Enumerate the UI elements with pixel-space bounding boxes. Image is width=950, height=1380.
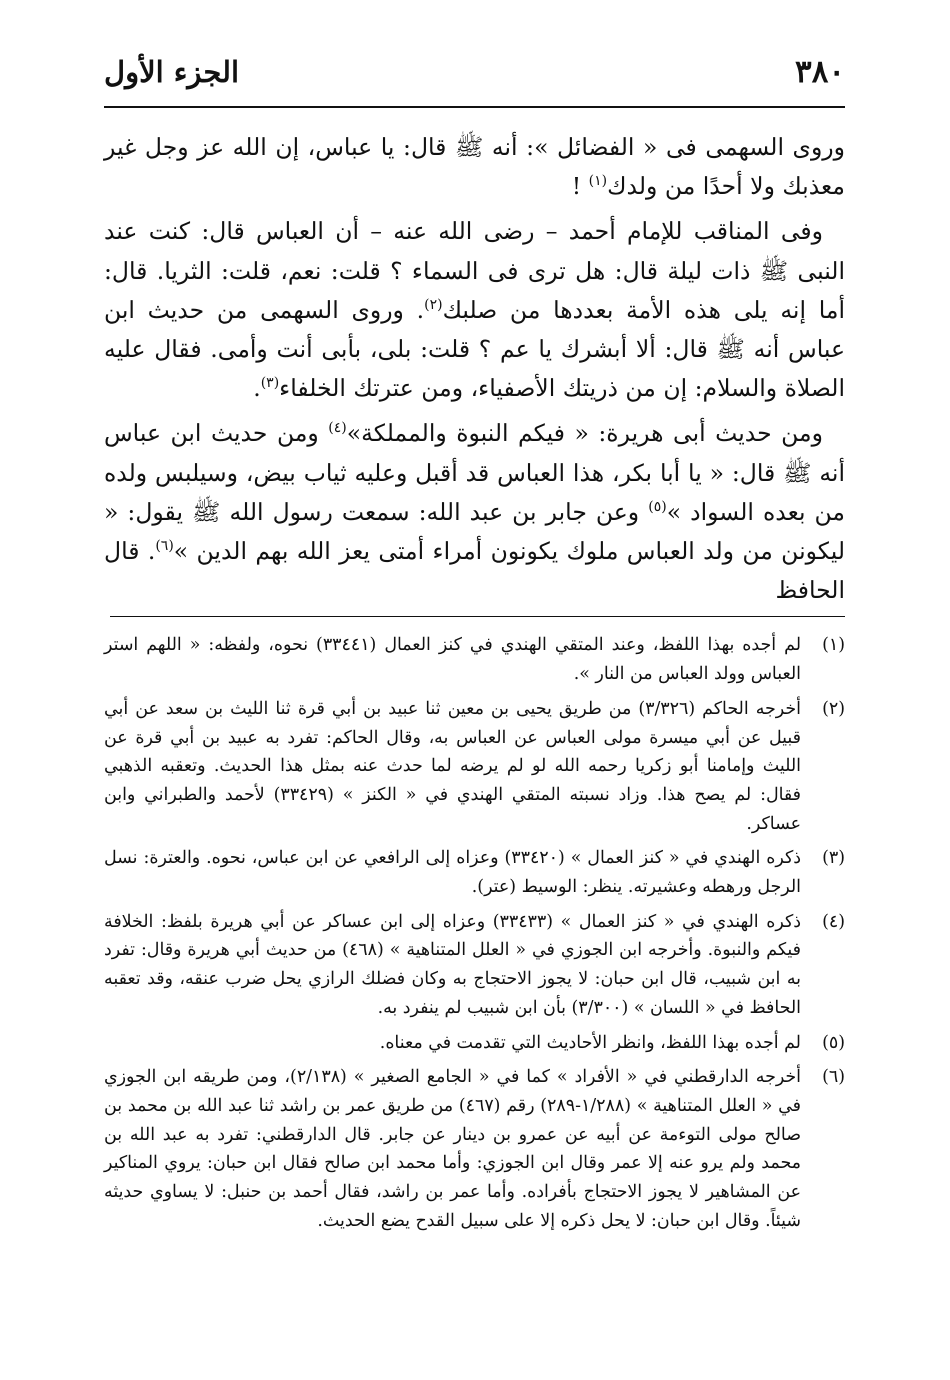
paragraph-1 <box>104 128 845 206</box>
footnote-text: أخرجه الحاكم (٣/٣٢٦) من طريق يحيى بن معين ثنا عبيد بن أبي قرة ثنا الليث بن سعد عن أبي قبيل عن أبي ميسرة مولى العباس عن العباس به، وقال الحاكم: تفرد به عبيد بن أبي قرة عن الليث وإمامنا أبو زكريا رحمه الله لو لم يرضه لما حدث عنه بمثل هذا الحديث. وتعقبه الذهبي فقال: لم يصح هذا. وزاد نسبته المتقي الهندي في « الكنز » (٣٣٤٢٩) لأحمد والطبراني وابن عساكر. <box>104 698 801 834</box>
page-number: ٣٨٠ <box>795 54 845 90</box>
footnote-divider <box>110 616 845 617</box>
footnote-3 <box>104 844 845 901</box>
footnote-number: (٣) <box>822 848 845 869</box>
footnote-ref-5: (٥) <box>648 499 667 515</box>
footnote-6 <box>104 1063 845 1235</box>
footnote-ref-2: (٢) <box>424 296 443 313</box>
paragraph-text: وروى السهمى فى « الفضائل »: أنه ﷺ قال: يا عباس، إن الله عز وجل غير معذبك ولا أحدًا من ولدك <box>104 133 845 201</box>
footnote-5 <box>104 1029 845 1058</box>
footnote-number: (٢) <box>822 698 845 719</box>
paragraph-text: وفى المناقب للإمام أحمد – رضى الله عنه – أن العباس قال: كنت عند النبى ﷺ ذات ليلة قال: هل ترى فى السماء ؟ قلت: نعم، قلت: الثريا. قال: أما إنه يلى هذه الأمة بعددها من صلبك <box>104 217 845 324</box>
footnote-text: لم أجده بهذا اللفظ، وانظر الأحاديث التي تقدمت في معناه. <box>379 1032 801 1053</box>
footnote-number: (٦) <box>822 1067 845 1088</box>
footnote-ref-1: (١) <box>588 173 608 190</box>
paragraph-text: ومن حديث أبى هريرة: « فيكم النبوة والمملكة» <box>346 419 823 448</box>
footnote-text: أخرجه الدارقطني في « الأفراد » كما في « الجامع الصغير » (٢/١٣٨)، ومن طريقه ابن الجوزي في « العلل المتناهية » (١/٢٨٨-٢٨٩) رقم (٤٦٧) من طريق عمر بن راشد ثنا عبد الله بن محمد بن صالح مولى التوءمة عن أبيه عن عمرو بن دينار عن جابر. قال الدارقطني: تفرد به عبد الله بن محمد ولم يرو عنه إلا عمر وقال ابن الجوزي: وأما محمد ابن صالح فقال ابن حبان: يروي المناكير عن المشاهير لا يجوز الاحتجاج بأفراده. وأما عمر بن راشد، فقال أحمد بن حنبل: لا يساوي حديثه شيئاً. وقال ابن حبان: لا يحل ذكره إلا على سبيل القدح يضع الحديث. <box>104 1067 801 1231</box>
footnote-ref-4: (٤) <box>328 420 347 437</box>
footnote-text: لم أجده بهذا اللفظ، وعند المتقي الهندي في كنز العمال (٣٣٤٤١) نحوه، ولفظه: « اللهم استر العباس وولد العباس من النار ». <box>104 635 801 685</box>
footnote-text: ذكره الهندي في « كنز العمال » (٣٣٤٢٠) وعزاه إلى الرافعي عن ابن عباس، نحوه. والعترة: نسل الرجل ورهطه وعشيرته. ينظر: الوسيط (عتر). <box>104 848 801 898</box>
footnote-1 <box>104 631 845 688</box>
paragraph-2 <box>104 212 845 408</box>
footnote-text: ذكره الهندي في « كنز العمال » (٣٣٤٣٣) وعزاه إلى ابن عساكر عن أبي هريرة بلفظ: الخلافة فيكم والنبوة. وأخرجه ابن الجوزي في « العلل المتناهية » (٤٦٨) من حديث أبي هريرة وقال: تفرد به ابن شبيب، قال ابن حبان: لا يجوز الاحتجاج به وكان فضلك الرازي يحل ضرب عنقه، وقد تعقبه الحافظ في « اللسان » (٣/٣٠٠) بأن ابن شبيب لم ينفرد به. <box>104 911 801 1018</box>
footnotes <box>104 631 845 1235</box>
footnote-number: (١) <box>822 635 845 656</box>
paragraph-3 <box>104 414 845 610</box>
paragraph-text: . قال الحافظ <box>104 537 845 605</box>
footnote-ref-6: (٦) <box>155 538 174 555</box>
paragraph-text: . وروى السهمى من حديث ابن عباس أنه ﷺ قال: ألا أبشرك يا عم ؟ قلت: بلى، بأبى أنت وأمى. فقال عليه الصلاة والسلام: إن من ذريتك الأصفياء، ومن عترتك الخلفاء <box>104 295 845 403</box>
footnote-2 <box>104 695 845 839</box>
footnote-number: (٥) <box>822 1032 845 1053</box>
paragraph-text: وعن جابر بن عبد الله: سمعت رسول الله ﷺ يقول: « ليكونن من ولد العباس ملوك يكونون أمراء أمتى يعز الله بهم الدين » <box>104 497 845 566</box>
page-header <box>104 0 845 108</box>
running-title: الجزء الأول <box>104 55 240 89</box>
main-text <box>104 128 845 610</box>
paragraph-text: . <box>253 374 261 403</box>
paragraph-text: ! <box>571 172 589 201</box>
footnote-number: (٤) <box>822 911 845 932</box>
footnote-4 <box>104 908 845 1023</box>
footnote-ref-3: (٣) <box>260 375 280 392</box>
paragraph-text: ومن حديث ابن عباس أنه ﷺ قال: « يا أبا بكر، هذا العباس قد أقبل وعليه ثياب بيض، وسيلبس ولده من بعده السواد » <box>104 419 846 526</box>
